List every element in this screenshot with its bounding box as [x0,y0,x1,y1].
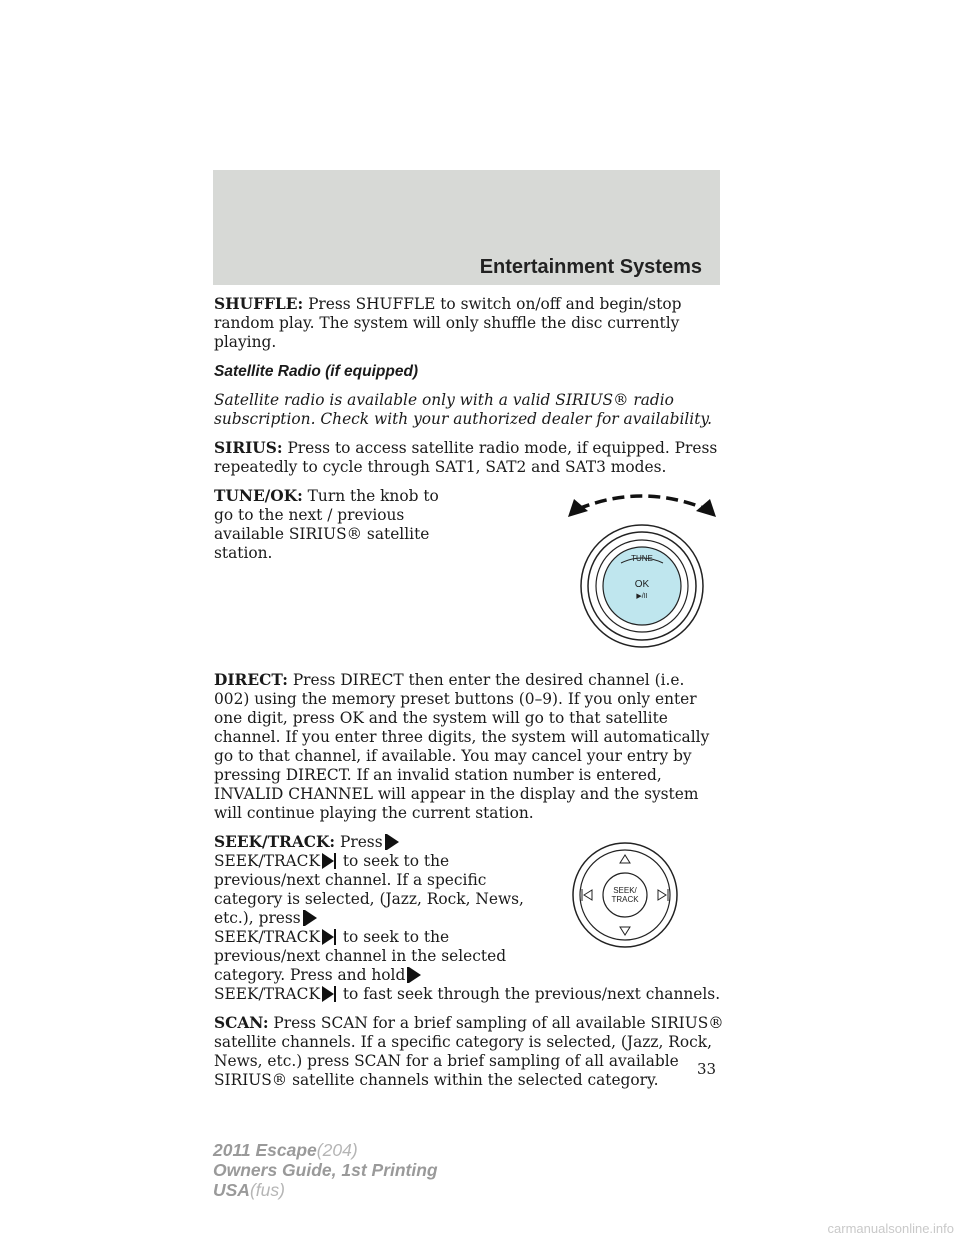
scan-text: Press SCAN for a brief sampling of all available SIRIUS® satellite channels. If a specific category is selected, (Jazz, Rock, News, etc.) press SCAN for a brief sampling of all available SIRIUS® satellite channels within the selected category. [214,1014,724,1089]
seek-track-figure [570,839,680,951]
seek-down-icon [322,986,336,1002]
footer-guide: Owners Guide, 1st Printing [213,1160,438,1180]
seek-up-icon [303,910,317,926]
ok-label: OK [634,579,650,590]
seek-up-icon [407,967,421,983]
seek-down-icon [322,853,336,869]
seek-track-text-7: to fast seek through the previous/next channels. [342,985,721,1003]
direct-text: Press DIRECT then enter the desired channel (i.e. 002) using the memory preset buttons (0–9). If you only enter one digit, press OK and the system will go to that satellite channel. If you enter three digits, the system will automatically go to that channel, if available. You may cancel your entry by pressing DIRECT. If an invalid station number is entered, INVALID CHANNEL will appear in the display and the system will continue playing the current station. [214,671,710,822]
tune-label: TUNE [631,554,653,563]
sirius-term: SIRIUS: [214,439,283,457]
play-pause-label: ▶/II [636,593,648,600]
watermark: carmanualsonline.info [827,1221,954,1236]
direct-term: DIRECT: [214,671,288,689]
tune-ok-term: TUNE/OK: [214,487,303,505]
sirius-text: Press to access satellite radio mode, if equipped. Press repeatedly to cycle through SAT1, SAT2 and SAT3 modes. [214,439,718,476]
seek-track-text-4: SEEK/TRACK [214,928,320,946]
tune-ok-text: Turn the knob to go to the next / previous available SIRIUS® satellite station. [214,487,439,562]
footer-market: USA [213,1180,250,1200]
tune-knob-figure [566,487,718,657]
seek-down-icon [322,929,336,945]
seek-track-text-3: to seek to the previous/next channel. If a specific category is selected, (Jazz, Rock, News, etc.), press [214,852,524,927]
scan-paragraph [214,1014,724,1090]
footer [213,1140,438,1200]
footer-code: (204) [316,1140,358,1160]
direct-paragraph [214,671,724,823]
footer-model: 2011 Escape [213,1140,317,1160]
page-content [214,295,724,1100]
footer-line-2 [213,1160,438,1180]
satellite-note: Satellite radio is available only with a valid SIRIUS® radio subscription. Check with your authorized dealer for availability. [214,391,712,428]
seek-label-line1: SEEK/ [613,886,637,895]
seek-track-text-2: SEEK/TRACK [214,852,320,870]
seek-track-term: SEEK/TRACK: [214,833,336,851]
arrow-right-icon [696,499,716,517]
tune-ok-paragraph [214,487,454,563]
page-number: 33 [697,1060,717,1078]
scan-term: SCAN: [214,1014,269,1032]
seek-track-text-5: to seek to the previous/next channel in the selected category. Press and hold [214,928,507,984]
shuffle-text: Press SHUFFLE to switch on/off and begin/stop random play. The system will only shuffle the disc currently playing. [214,295,682,351]
section-title: Entertainment Systems [479,256,702,278]
seek-up-icon [385,834,399,850]
seek-track-text-6: SEEK/TRACK [214,985,320,1003]
footer-line-3 [213,1180,438,1200]
seek-label-line2: TRACK [611,895,639,904]
satellite-heading: Satellite Radio (if equipped) [214,363,419,380]
header-band [213,170,720,285]
shuffle-term: SHUFFLE: [214,295,304,313]
shuffle-paragraph [214,295,724,352]
footer-line-1 [213,1140,438,1160]
sirius-paragraph [214,439,724,477]
footer-market-code: (fus) [249,1180,285,1200]
rotate-arc [578,496,706,509]
seek-track-text-1: Press [339,833,383,851]
